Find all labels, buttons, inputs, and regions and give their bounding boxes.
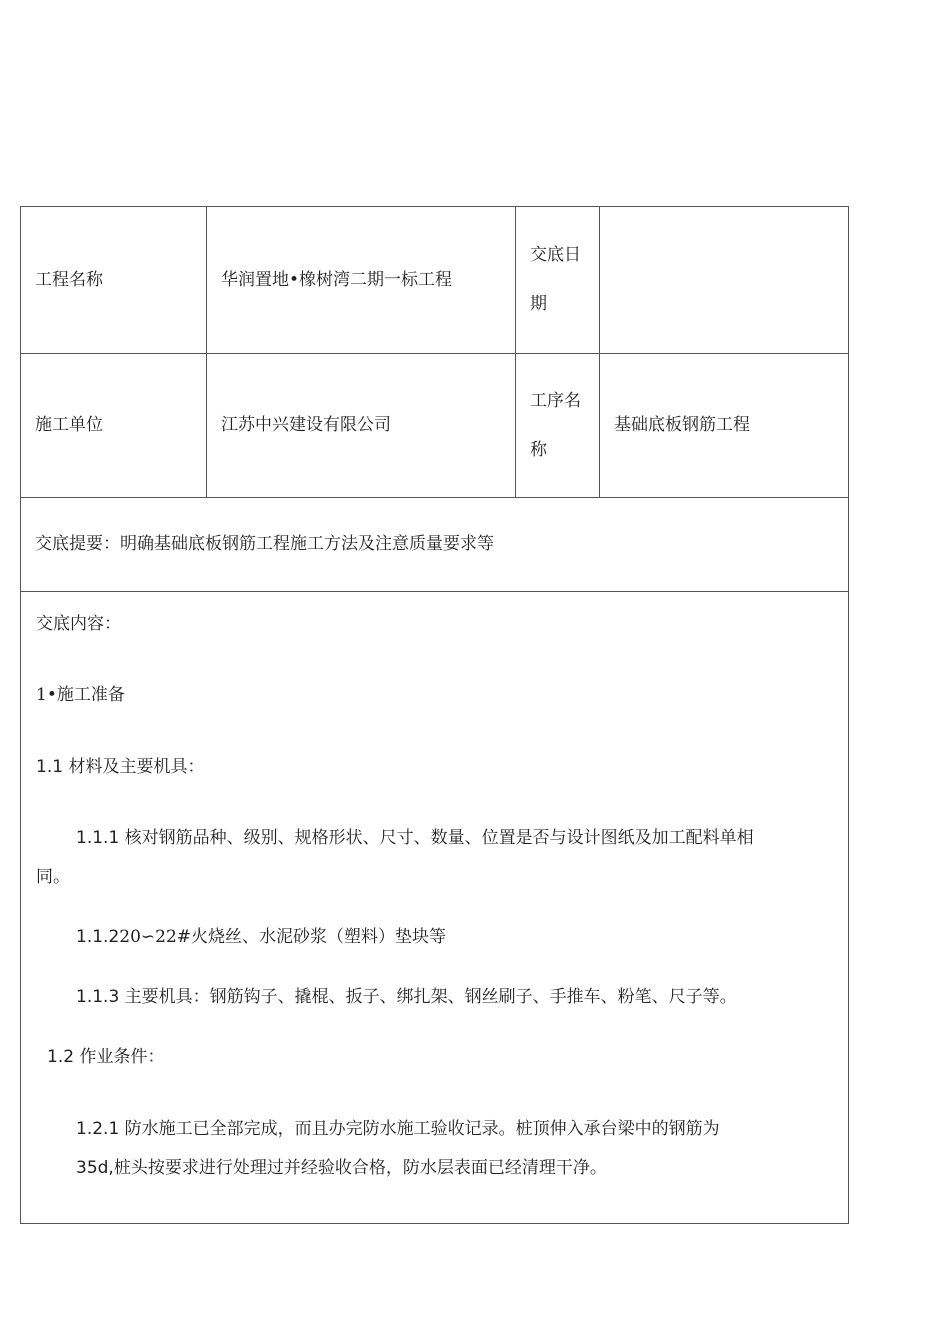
item-1-1-1 [76, 828, 754, 848]
project-name-value: 华润置地•橡树湾二期一标工程 [207, 207, 516, 354]
item-1-1-2 [76, 927, 446, 947]
process-label: 工序名称 [530, 390, 581, 460]
section-1-1-heading [36, 757, 204, 777]
item-1-1-1-number: 1.1.1 [76, 828, 120, 848]
item-1-1-1-continuation: 同。 [36, 867, 70, 887]
section-1-2-number: 1.2 [47, 1047, 75, 1067]
table-row [21, 592, 849, 1224]
item-1-2-1-text: 防水施工已全部完成，而且办完防水施工验收记录。桩顶伸入承台梁中的钢筋为 [119, 1119, 720, 1139]
item-1-2-1-continuation [76, 1158, 607, 1178]
unit-label: 施工单位 [21, 354, 207, 498]
item-1-1-3 [76, 987, 737, 1007]
item-1-1-3-text: 主要机具：钢筋钩子、撬棍、扳子、绑扎架、钢丝刷子、手推车、粉笔、尺子等。 [119, 987, 737, 1007]
section-1-heading: 1•施工准备 [36, 685, 125, 705]
section-1-1-number: 1.1 [36, 757, 64, 777]
summary-text: 交底提要：明确基础底板钢筋工程施工方法及注意质量要求等 [21, 498, 849, 592]
unit-value: 江苏中兴建设有限公司 [207, 354, 516, 498]
content-body [21, 592, 848, 1223]
disclosure-table [20, 206, 849, 1224]
date-value [600, 207, 849, 354]
item-1-1-3-number: 1.1.3 [76, 987, 120, 1007]
date-label-cell [516, 207, 600, 354]
section-1-2-heading [47, 1047, 164, 1067]
date-label: 交底日期 [530, 245, 581, 314]
project-name-label: 工程名称 [21, 207, 207, 354]
item-1-2-1-cont-number: 35d, [76, 1158, 114, 1178]
table-row [21, 498, 849, 592]
item-1-2-1 [76, 1119, 720, 1139]
item-1-1-2-number: 1.1.2 [76, 927, 120, 947]
section-1-2-text: 作业条件： [74, 1047, 165, 1067]
content-cell [21, 592, 849, 1224]
section-1-1-text: 材料及主要机具： [63, 757, 205, 777]
item-1-1-1-text: 核对钢筋品种、级别、规格形状、尺寸、数量、位置是否与设计图纸及加工配料单相 [119, 828, 754, 848]
table-row [21, 207, 849, 354]
item-1-1-2-text: 20∽22#火烧丝、水泥砂浆（塑料）垫块等 [119, 927, 447, 947]
table-row [21, 354, 849, 498]
item-1-2-1-cont-text: 桩头按要求进行处理过并经验收合格，防水层表面已经清理干净。 [113, 1158, 607, 1178]
content-heading: 交底内容： [36, 614, 121, 634]
item-1-2-1-number: 1.2.1 [76, 1119, 120, 1139]
process-label-cell [516, 354, 600, 498]
process-value: 基础底板钢筋工程 [600, 354, 849, 498]
